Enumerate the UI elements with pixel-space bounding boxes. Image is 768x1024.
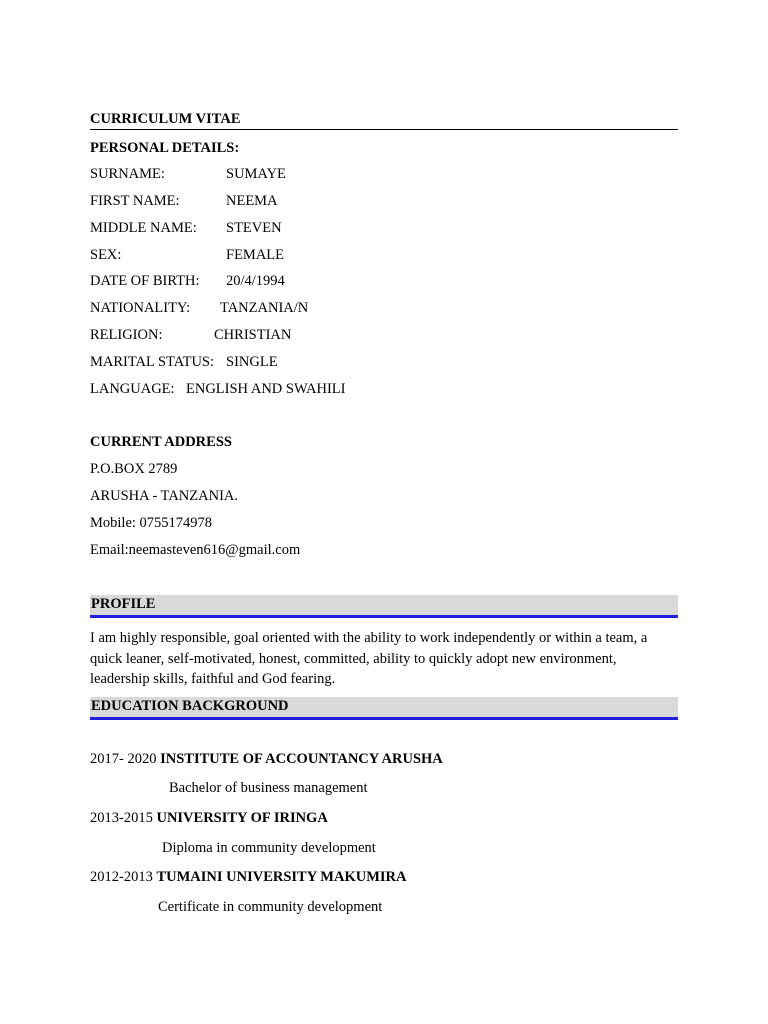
field-value: FEMALE [226,247,284,263]
field-value: ENGLISH AND SWAHILI [186,381,346,397]
education-entry [90,869,406,886]
education-years: 2017- 2020 [90,751,157,767]
field-label: SURNAME: [90,166,165,182]
education-entry [90,810,328,827]
education-institution: TUMAINI UNIVERSITY MAKUMIRA [156,869,407,885]
address-mobile: Mobile: 0755174978 [90,515,213,531]
field-value: STEVEN [226,220,282,236]
education-award: Certificate in community development [158,899,383,915]
field-label: LANGUAGE: [90,381,175,397]
education-award: Bachelor of business management [169,780,368,796]
field-label: FIRST NAME: [90,193,180,209]
education-section-header [90,697,678,720]
education-institution: INSTITUTE OF ACCOUNTANCY ARUSHA [160,751,443,767]
field-value: 20/4/1994 [226,273,285,289]
field-label: SEX: [90,247,122,263]
profile-text: I am highly responsible, goal oriented with the ability to work independently or within a team, a quick leaner, self-motivated, honest, committed, ability to quickly adopt new environment, leadership skills, faithful and God fearing. [90,630,648,687]
address-city: ARUSHA - TANZANIA. [90,488,239,504]
field-label: DATE OF BIRTH: [90,273,200,289]
education-institution: UNIVERSITY OF IRINGA [156,810,328,826]
field-value: TANZANIA/N [220,300,309,316]
education-years: 2013-2015 [90,810,153,826]
education-award: Diploma in community development [162,840,376,856]
field-value: CHRISTIAN [214,327,292,343]
address-email: Email:neemasteven616@gmail.com [90,542,301,558]
education-heading: EDUCATION BACKGROUND [91,698,289,714]
field-value: SINGLE [226,354,278,370]
personal-details-heading: PERSONAL DETAILS: [90,140,240,156]
address-po-box: P.O.BOX 2789 [90,461,178,477]
current-address-heading: CURRENT ADDRESS [90,434,232,450]
field-label: NATIONALITY: [90,300,191,316]
field-label: MARITAL STATUS: [90,354,215,370]
education-years: 2012-2013 [90,869,153,885]
profile-heading: PROFILE [91,596,156,612]
education-entry [90,751,443,768]
profile-section-header [90,595,678,618]
document-title: CURRICULUM VITAE [90,111,678,130]
field-label: RELIGION: [90,327,163,343]
field-value: NEEMA [226,193,278,209]
field-label: MIDDLE NAME: [90,220,197,236]
field-value: SUMAYE [226,166,286,182]
